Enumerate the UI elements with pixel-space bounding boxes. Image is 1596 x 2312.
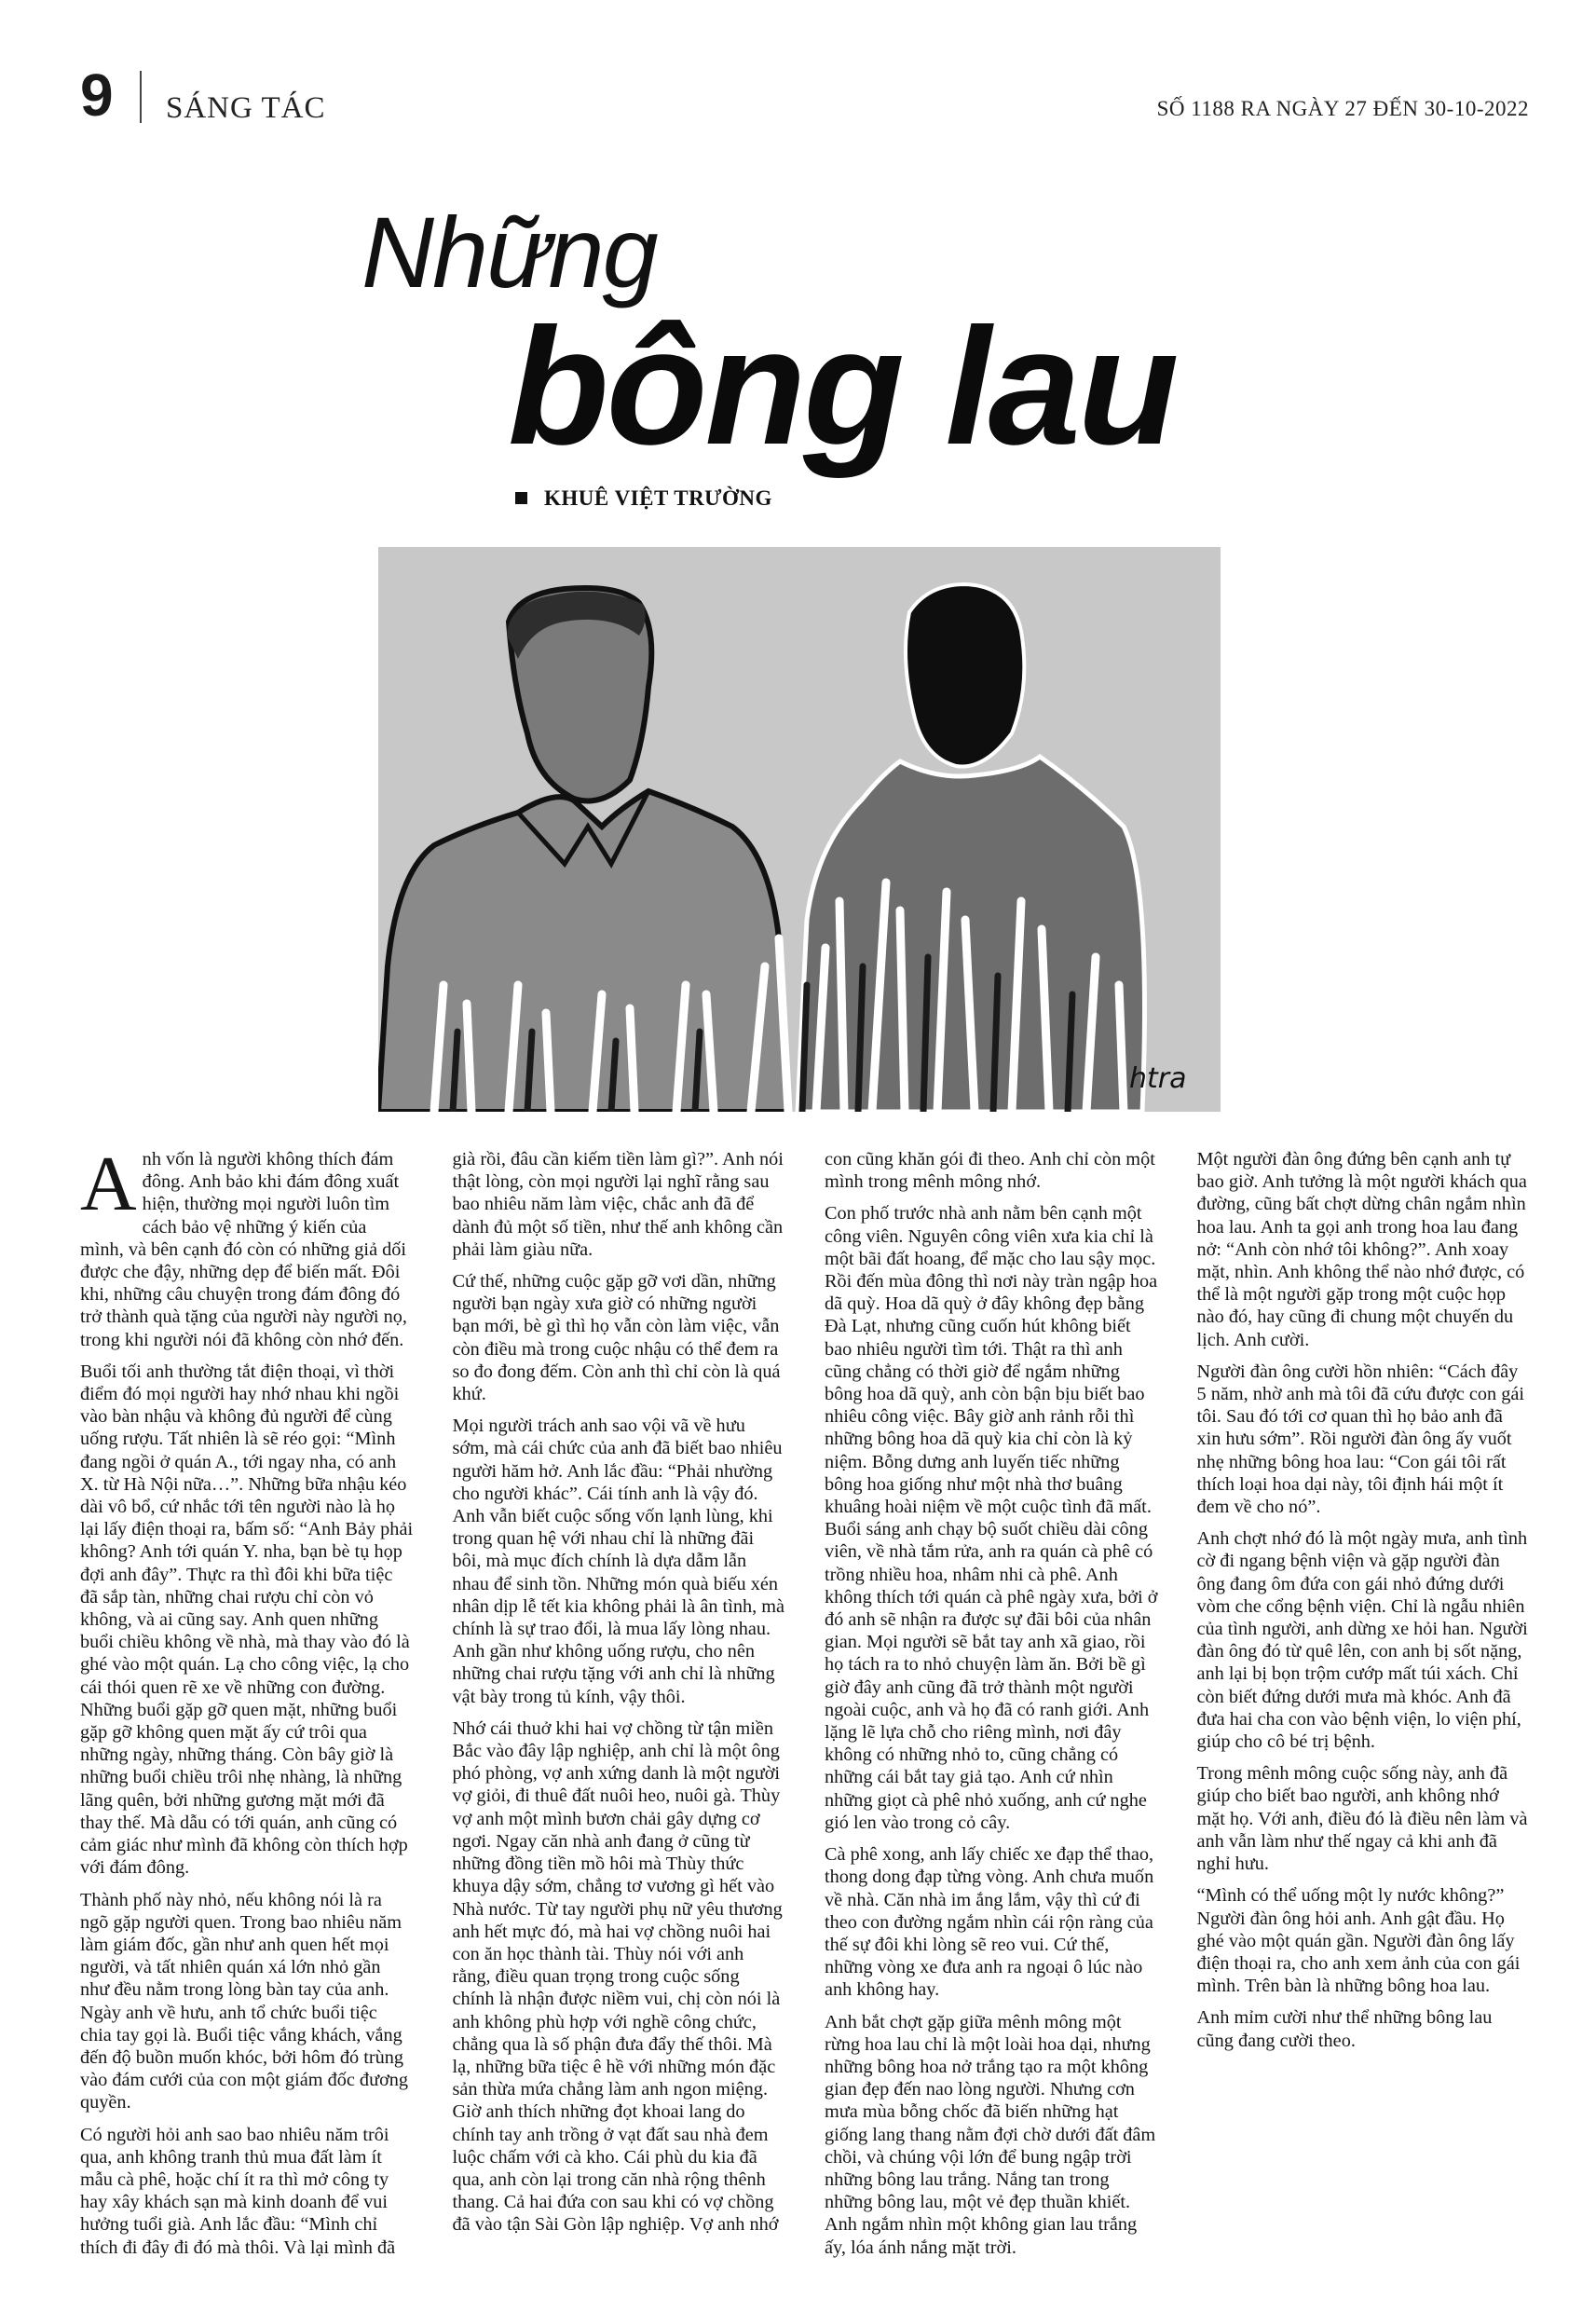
article-paragraph: Người đàn ông cười hồn nhiên: “Cách đây 5 năm, nhờ anh mà tôi đã cứu được con gái tôi. Sau đó tới cơ quan thì họ bảo anh đã xin hưu sớm”. Rồi người đàn ông ấy vuốt nhẹ những bông hoa lau: “Con gái tôi rất thích loại hoa dại này, tôi định hái một ít đem về cho nó”. xyxy=(1196,1361,1525,1518)
article-paragraph: Một người đàn ông đứng bên cạnh anh tự bao giờ. Anh tưởng là một người khách qua đường, cũng bất chợt dừng chân ngắm nhìn hoa lau. Anh ta gọi anh trong hoa lau đang nở: “Anh còn nhớ tôi không?”. Anh xoay mặt, nhìn. Anh không thể nào nhớ được, có thể là một người gặp trong một cuộc họp nào đó, hay cũng đi chung một chuyến du lịch. Anh cười. xyxy=(1196,1149,1527,1350)
article-paragraph: Con phố trước nhà anh nằm bên cạnh một công viên. Nguyên công viên xưa kia chỉ là một bãi đất hoang, để mặc cho lau sậy mọc. Rồi đến mùa đông thì nơi này tràn ngập hoa dã quỳ. Hoa dã quỳ ở đây không đẹp bằng Đà Lạt, nhưng cũng cuốn hút không biết bao nhiêu người tìm tới. Thật ra thì anh cũng chẳng có thời giờ để ngắm những bông hoa dã quỳ, anh còn bận bịu biết bao nhiêu công việc. Bây giờ anh rảnh rỗi thì những bông hoa dã quỳ kia chỉ còn là kỷ niệm. Bỗng dưng anh luyến tiếc những bông hoa giống như một nhà thơ buâng khuâng hoài niệm về một cuộc tình đã mất. Buổi sáng anh chạy bộ suốt chiều dài công viên, về nhà tắm rửa, anh ra quán cà phê có trồng nhiều hoa, nhâm nhi cà phê. Anh không thích tới quán cà phê ngày xưa, bởi ở đó anh sẽ nhận ra được sự đãi bôi của nhân gian. Mọi người sẽ bắt tay anh xã giao, rồi họ tách ra to nhỏ chuyện làm ăn. Bởi bề gì giờ đây anh cũng đã trở thành một người ngoài cuộc, anh và họ đã có ranh giới. Anh lặng lẽ lựa chỗ cho riêng mình, nơi đây không có những nhỏ to, cũng chẳng có những cái bắt tay giả tạo. Anh cứ nhìn những giọt cà phê nhỏ xuống, anh cứ nghe gió len vào trong cỏ cây. xyxy=(825,1203,1158,1833)
article-paragraph: Cà phê xong, anh lấy chiếc xe đạp thể thao, thong dong đạp từng vòng. Anh chưa muốn về nhà. Căn nhà im ắng lắm, vậy thì cứ đi theo con đường ngắm nhìn cái rộn ràng của thế sự đôi khi lòng sẽ reo vui. Cứ thế, những vòng xe đưa anh ra ngoại ô lúc nào anh không hay. xyxy=(825,1844,1154,2001)
article-title-line1: Những xyxy=(361,196,657,308)
article-paragraph: Buổi tối anh thường tắt điện thoại, vì thời điểm đó mọi người hay nhớ nhau khi ngồi vào bàn nhậu và không đủ người để cùng uống rượu. Tất nhiên là sẽ réo gọi: “Mình đang ngồi ở quán A., tới ngay nha, có anh X. từ Hà Nội nữa…”. Những bữa nhậu kéo dài vô bổ, cứ nhắc tới tên người nào là họ lại lấy điện thoại ra, bấm số: “Anh Bảy phải không? Anh tới quán Y. nha, bạn bè tụ họp đợi anh đây”. Thực ra thì đôi khi bữa tiệc đã sắp tàn, những chai rượu chỉ còn vỏ không, và ai cũng say. Anh quen những buổi chiều không về nhà, mà thay vào đó là ghé vào một quán. Lạ cho công việc, lạ cho cái thói quen rẽ xe về những con đường. Những buổi gặp gỡ quen mặt, những buổi gặp gỡ không quen mặt ấy cứ trôi qua những ngày, những tháng. Còn bây giờ là những buổi chiều trôi nhẹ nhàng, là những lãng quên, bởi những gương mặt mới đã thay thế. Mà dẫu có tới quán, anh cũng có cảm giác như mình đã không còn thích hợp với đám đông. xyxy=(80,1361,414,1879)
author-name: KHUÊ VIỆT TRƯỜNG xyxy=(544,486,772,510)
article-title-line2: bông lau xyxy=(508,294,1177,479)
author-byline xyxy=(515,486,772,511)
article-paragraph: Nhớ cái thuở khi hai vợ chồng từ tận miền Bắc vào đây lập nghiệp, anh chỉ là một ông phó phòng, vợ anh xứng danh là một người vợ giỏi, đi thuê đất nuôi heo, nuôi gà. Thùy vợ anh một mình bươn chải gây dựng cơ ngơi. Ngay căn nhà anh đang ở cũng từ những đồng tiền mồ hôi mà Thùy thức khuya dậy sớm, chẳng tơ vương gì hết vào Nhà nước. Từ tay người phụ nữ yêu thương anh hết mực đó, mà hai vợ chồng nuôi hai con ăn học thành tài. Thùy nói với anh rằng, điều quan trọng trong cuộc sống chính là nhận được niềm vui, chị còn nói là anh không phù hợp với nghề công chức, chẳng qua là số phận đưa đẩy thế thôi. Mà lạ, những bữa tiệc ê hề với những món đặc sản thừa mứa chẳng làm anh ngon miệng. Giờ anh thích những đọt khoai lang do chính tay anh trồng ở vạt đất sau nhà đem luộc chấm với cà kho. Cái phù du kia đã qua, anh còn lại trong căn nhà rộng thênh thang. Cả hai đứa con sau khi có vợ chồng đã vào tận Sài Gòn lập nghiệp. Vợ anh nhớ con cũng khăn gói đi theo. Anh chỉ còn một mình trong mênh mông nhớ. xyxy=(452,1149,1155,2236)
issue-info: SỐ 1188 RA NGÀY 27 ĐẾN 30-10-2022 xyxy=(1156,97,1529,120)
header-divider xyxy=(140,71,142,123)
article-body xyxy=(80,1141,1530,2271)
section-label: SÁNG TÁC xyxy=(166,91,326,125)
article-paragraph: Mọi người trách anh sao vội vã về hưu sớm, mà cái chức của anh đã biết bao nhiêu người hăm hở. Anh lắc đầu: “Phải nhường cho người khác”. Cái tính anh là vậy đó. Anh vẫn biết cuộc sống vốn lạnh lùng, khi trong quan hệ với nhau chỉ là những đãi bôi, mà mục đích chính là dựa dẫm lẫn nhau để sinh tồn. Những món quà biếu xén nhân dịp lễ tết kia không phải là ân tình, mà chính là sự trao đổi, là mua lấy lòng nhau. Anh gần như không uống rượu, cho nên những chai rượu tặng với anh chỉ là những vật bày trong tủ kính, vậy thôi. xyxy=(452,1416,785,1707)
article-illustration xyxy=(378,547,1221,1112)
article-paragraph: Anh chợt nhớ đó là một ngày mưa, anh tình cờ đi ngang bệnh viện và gặp người đàn ông đang ôm đứa con gái nhỏ đứng dưới vòm che cổng bệnh viện. Chỉ là ngẫu nhiên của tình người, anh dừng xe hỏi han. Người đàn ông đó từ quê lên, con anh bị sốt nặng, anh lại bị bọn trộm cướp mất túi xách. Chỉ còn biết đứng dưới mưa mà khóc. Anh đã đưa hai cha con vào bệnh viện, lo viện phí, giúp cho cô bé trị bệnh. xyxy=(1196,1528,1528,1753)
article-paragraph-1: Anh vốn là người không thích đám đông. Anh bảo khi đám đông xuất hiện, thường mọi người luôn tìm cách bảo vệ những ý kiến của mình, và bên cạnh đó còn có những giả dối được che đậy, những dẹp để biến mất. Đôi khi, những câu chuyện trong đám đông đó trở thành quà tặng của người này người nọ, trong khi người nói đã không còn nhớ đến. xyxy=(80,1141,407,1350)
article-paragraph: Cứ thế, những cuộc gặp gỡ vơi dần, những người bạn ngày xưa giờ có những người bạn mới, bè gì thì họ vẫn còn làm việc, vẫn còn điều mà trong cuộc nhậu có thể đem ra so đo đong đếm. Còn anh thì chỉ còn là quá khứ. xyxy=(452,1271,781,1405)
article-paragraph: “Mình có thể uống một ly nước không?” Người đàn ông hỏi anh. Anh gật đầu. Họ ghé vào một quán gần. Người đàn ông lấy điện thoại ra, cho anh xem ảnh của con gái mình. Trên bàn là những bông hoa lau. xyxy=(1196,1885,1521,1997)
page-number: 9 xyxy=(80,62,114,129)
drop-cap: A xyxy=(80,1141,137,1227)
article-paragraph: Trong mênh mông cuộc sống này, anh đã giúp cho biết bao người, anh không nhớ mặt họ. Với anh, điều đó là điều nên làm và anh vẫn làm như thế ngay cả khi anh đã nghỉ hưu. xyxy=(1196,1763,1528,1875)
article-paragraph: Thành phố này nhỏ, nếu không nói là ra ngõ gặp người quen. Trong bao nhiêu năm làm giám đốc, gần như anh quen hết mọi người, và tất nhiên quán xá lớn nhỏ gần như đều nằm trong lòng bàn tay của anh. Ngày anh về hưu, anh tổ chức buổi tiệc chia tay gọi là. Buổi tiệc vắng khách, vắng đến độ buồn muốn khóc, bởi hôm đó trùng vào đám cưới của con một giám đốc đương quyền. xyxy=(80,1889,409,2114)
article-paragraph: Có người hỏi anh sao bao nhiêu năm trôi qua, anh không tranh thủ mua đất làm ít mẫu cà phê, hoặc chí ít ra thì mở công ty hay xây khách sạn mà kinh doanh để vui hưởng tuổi già. Anh lắc đầu: “Mình chỉ thích đi đây đi đó mà thôi. Và lại mình đã già rồi, đâu cần kiếm tiền làm gì?”. Anh nói thật lòng, còn mọi người lại nghĩ rằng sau bao nhiêu năm làm việc, chắc anh đã để dành đủ một số tiền, như thế anh không cần phải làm giàu nữa. xyxy=(80,1149,784,2258)
square-bullet-icon xyxy=(515,492,527,504)
article-paragraph: Anh bắt chợt gặp giữa mênh mông một rừng hoa lau chỉ là một loài hoa dại, nhưng những bông hoa nở trắng tạo ra một không gian đẹp đến nao lòng người. Nhưng cơn mưa mùa bỗng chốc đã biến những hạt giống lang thang nằm đợi chờ dưới đất đâm chồi, và chúng vội lớn để bung ngập trời những bông lau trắng. Nắng tan trong những bông lau, một vẻ đẹp thuần khiết. Anh ngắm nhìn một không gian lau trắng ấy, lóa ánh nắng mặt trời. xyxy=(825,2011,1156,2258)
article-paragraph: Anh mỉm cười như thể những bông lau cũng đang cười theo. xyxy=(1196,2007,1493,2051)
illustration-signature: htra xyxy=(1129,1062,1187,1095)
